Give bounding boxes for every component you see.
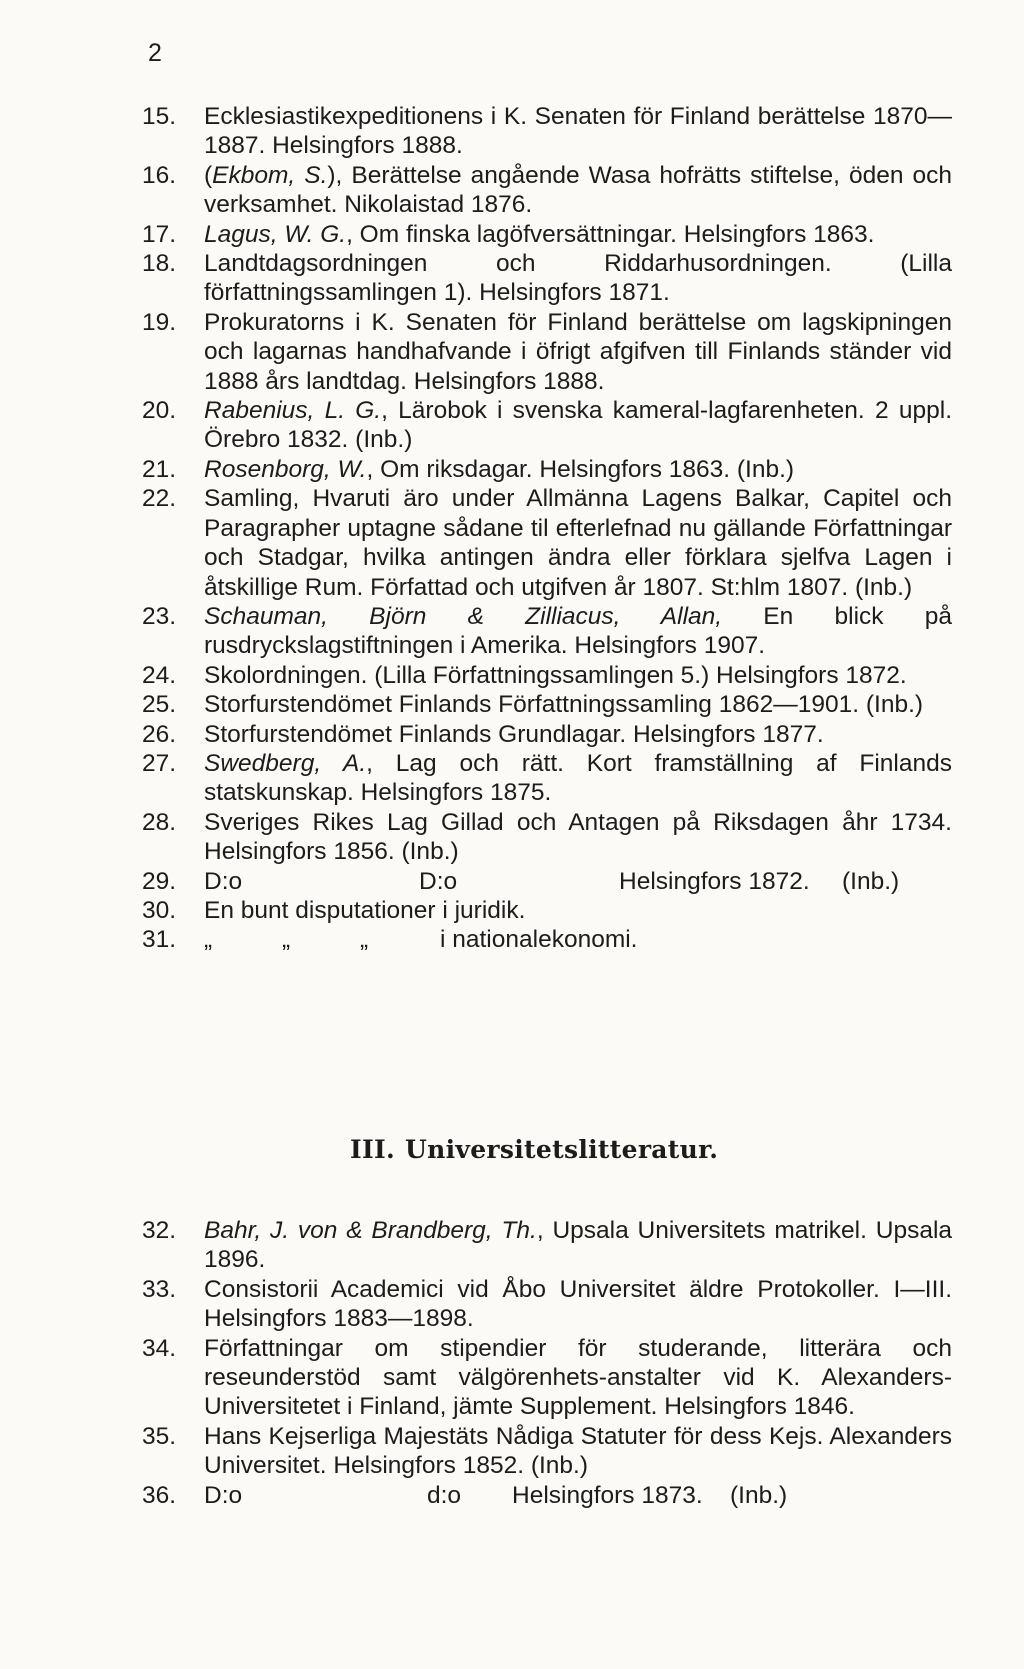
list-item (142, 1481, 952, 1510)
ditto-mark: „ (204, 926, 213, 954)
entry-text (204, 1422, 952, 1481)
list-item (142, 249, 952, 308)
entry-number: 32. (142, 1217, 177, 1244)
entry-number: 17. (142, 220, 177, 248)
entry-text-segment: , Lag och rätt. Kort framställning af Finlands statskunskap. Helsingfors 1875. (204, 749, 952, 807)
ditto-mark: „ (360, 926, 369, 954)
entry-text-segment: Storfurstendömet Finlands Författningssamling 1862—1901. (Inb.) (204, 691, 924, 719)
entry-text (204, 661, 952, 690)
ditto-author: D:o (204, 1481, 243, 1509)
entry-text (204, 1275, 952, 1334)
entry-number: 28. (142, 808, 177, 836)
entry-number: 21. (142, 455, 177, 483)
ditto-title: d:o (427, 1481, 462, 1509)
list-item (142, 484, 952, 602)
entry-text-segment: , Upsala Universitets matrikel. Upsala 1896. (204, 1217, 953, 1274)
entry-number: 26. (142, 720, 177, 748)
entry-author: Schauman, Björn & Zilliacus, Allan, (204, 602, 723, 630)
entry-number: 16. (142, 161, 177, 189)
entry-place-year: Helsingfors 1873. (512, 1481, 703, 1509)
entry-number: 19. (142, 308, 177, 336)
entry-text (204, 484, 952, 602)
list-item (142, 1216, 952, 1275)
entry-text-segment: Prokuratorns i K. Senaten för Finland berättelse om lagskipningen och lagarnas handhafvande i öfrigt afgifven till Finlands ständer vid 1888 års landtdag. Helsingfors 1888. (204, 308, 952, 395)
list-item (142, 396, 952, 455)
entry-text-segment: Samling, Hvaruti äro under Allmänna Lagens Balkar, Capitel och Paragrapher uptagne sådane til efterlefnad nu gällande Författningar och Stadgar, hvilka antingen ändra eller förklara sjelfva Lagen i åtskillige Rum. Författad och utgifven år 1807. St:hlm 1807. (Inb.) (204, 485, 952, 601)
entry-number: 20. (142, 397, 177, 425)
entry-author: Rabenius, L. G. (204, 397, 382, 425)
list-item (142, 602, 952, 661)
list-item (142, 1334, 952, 1422)
entry-author: Swedberg, A. (204, 749, 367, 777)
entry-text-segment: Consistorii Academici vid Åbo Universitet äldre Protokoller. I—III. Helsingfors 1883—1898. (204, 1275, 952, 1333)
list-item (142, 455, 952, 484)
entry-text (204, 808, 952, 867)
list-item (142, 1275, 952, 1334)
entry-place-year: Helsingfors 1872. (619, 867, 810, 895)
entry-text-segment: Storfurstendömet Finlands Grundlagar. Helsingfors 1877. (204, 720, 824, 748)
entry-text-segment: , Om finska lagöfversättningar. Helsingfors 1863. (346, 220, 875, 248)
list-item (142, 661, 952, 690)
entry-text-segment: Sveriges Rikes Lag Gillad och Antagen på Riksdagen åhr 1734. Helsingfors 1856. (Inb.) (204, 808, 952, 866)
entry-number: 18. (142, 250, 177, 278)
list-item (142, 690, 952, 719)
entry-text-segment: ), Berättelse angående Wasa hofrätts stiftelse, öden och verksamhet. Nikolaistad 1876. (204, 161, 952, 219)
list-item (142, 896, 952, 925)
entry-number: 31. (142, 926, 177, 954)
entry-group (142, 102, 952, 867)
entry-binding: (Inb.) (730, 1481, 788, 1509)
entry-text (204, 690, 952, 719)
list-item (142, 749, 952, 808)
entry-text (204, 749, 952, 808)
entry-text-segment: , Lärobok i svenska kameral-lagfarenheten. 2 uppl. Örebro 1832. (Inb.) (204, 397, 952, 454)
entry-number: 33. (142, 1275, 177, 1303)
entry-text (204, 161, 952, 220)
page-number: 2 (148, 39, 162, 67)
entry-author: Lagus, W. G. (204, 220, 347, 248)
entry-text: i nationalekonomi. (440, 926, 638, 954)
entry-text (204, 396, 952, 455)
section-heading (350, 1134, 718, 1166)
entry-text-segment: ( (204, 161, 213, 189)
entry-number: 25. (142, 691, 177, 719)
list-item (142, 220, 952, 249)
list-item (142, 867, 952, 896)
list-item (142, 808, 952, 867)
entry-row (204, 867, 952, 896)
entry-text-segment: , Om riksdagar. Helsingfors 1863. (Inb.) (366, 455, 795, 483)
entry-number: 23. (142, 602, 177, 630)
entry-number: 24. (142, 661, 177, 689)
list-item (142, 161, 952, 220)
entry-author: Rosenborg, W. (204, 455, 367, 483)
entry-binding: (Inb.) (842, 867, 900, 895)
entry-number: 29. (142, 867, 177, 895)
entry-row (204, 925, 952, 954)
list-item (142, 102, 952, 161)
entry-author: Bahr, J. von & Brandberg, Th. (204, 1217, 537, 1244)
entry-group (142, 1216, 952, 1481)
entry-text (204, 1334, 952, 1422)
entry-text-segment: Landtdagsordningen och Riddarhusordningen. (Lilla författningssamlingen 1). Helsingfors 1871. (204, 250, 952, 307)
entry-number: 34. (142, 1334, 177, 1362)
entry-text (204, 220, 952, 249)
entry-text (204, 249, 952, 308)
ditto-title: D:o (419, 867, 458, 895)
list-item (142, 1422, 952, 1481)
ditto-mark: „ (282, 926, 291, 954)
entry-text (204, 602, 952, 661)
entry-list-university (142, 1216, 952, 1510)
entry-text-segment: Skolordningen. (Lilla Författningssamlingen 5.) Helsingfors 1872. (204, 661, 907, 689)
entry-number: 27. (142, 749, 177, 777)
ditto-author: D:o (204, 867, 243, 895)
entry-number: 15. (142, 103, 177, 130)
list-item (142, 925, 952, 954)
entry-author: Ekbom, S. (212, 161, 328, 189)
entry-text-segment: Ecklesiastikexpeditionens i K. Senaten för Finland berättelse 1870—1887. Helsingfors 1888. (204, 103, 952, 160)
entry-text (204, 102, 952, 161)
entry-list-legal (142, 102, 952, 955)
entry-text: En bunt disputationer i juridik. (204, 896, 526, 924)
entry-text (204, 720, 952, 749)
entry-text (204, 1216, 952, 1275)
entry-number: 30. (142, 896, 177, 924)
list-item (142, 720, 952, 749)
entry-text (204, 455, 952, 484)
section-numeral: III. (350, 1135, 395, 1164)
section-title: Universitetslitteratur. (405, 1135, 719, 1164)
entry-text (204, 308, 952, 396)
entry-number: 36. (142, 1481, 177, 1509)
entry-number: 35. (142, 1422, 177, 1450)
entry-text-segment: Författningar om stipendier för studerande, litterära och reseunderstöd samt välgörenhets-anstalter vid K. Alexanders-Universitetet i Finland, jämte Supplement. Helsingfors 1846. (204, 1334, 952, 1421)
entry-text-segment: En blick på rusdryckslagstiftningen i Amerika. Helsingfors 1907. (204, 602, 953, 660)
entry-text-segment: Hans Kejserliga Majestäts Nådiga Statuter för dess Kejs. Alexanders Universitet. Helsingfors 1852. (Inb.) (204, 1422, 952, 1480)
entry-number: 22. (142, 485, 177, 513)
list-item (142, 308, 952, 396)
entry-row (204, 1481, 952, 1510)
